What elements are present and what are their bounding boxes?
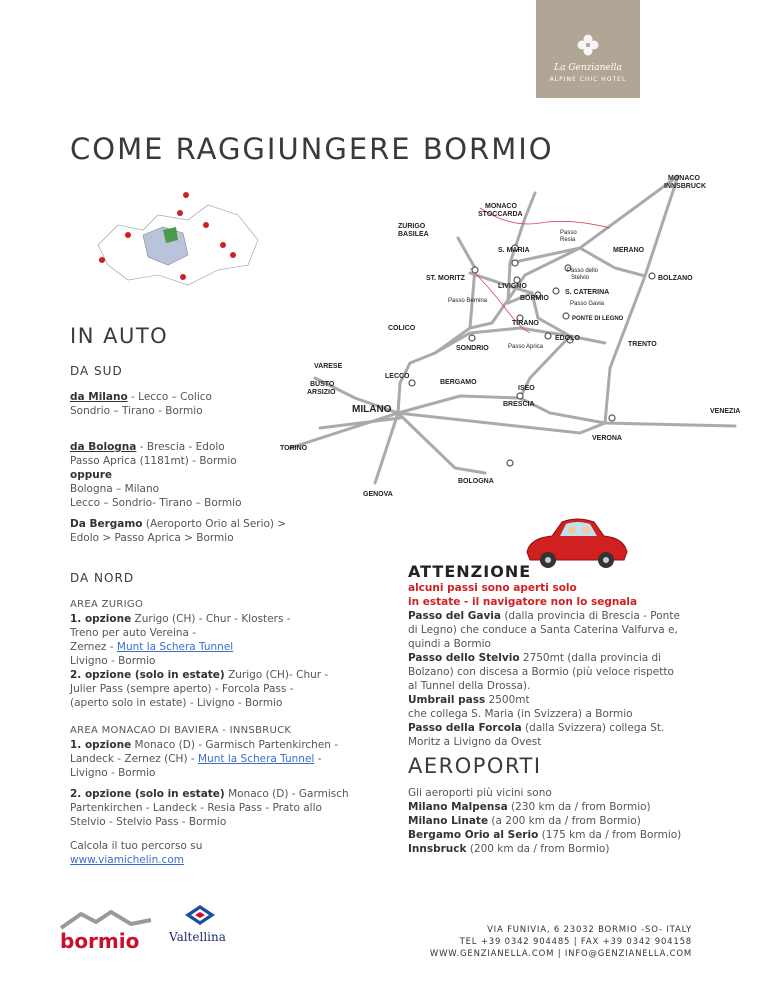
monaco-opt1: 1. opzione: [70, 739, 132, 751]
orio-dist: (175 km da / from Bormio): [538, 829, 682, 841]
svg-text:S. MARIA: S. MARIA: [498, 247, 530, 254]
da-nord-monaco-2: [70, 787, 390, 829]
da-sud-text: [70, 390, 310, 510]
svg-text:Resia: Resia: [560, 237, 576, 243]
gavia-l1: (dalla provincia di Brescia - Ponte: [501, 610, 680, 622]
da-nord-heading: DA NORD: [70, 571, 135, 585]
svg-text:BORMIO: BORMIO: [520, 295, 549, 302]
svg-text:MONACO: MONACO: [485, 203, 517, 210]
zurigo-opt1-l3: Zernez -: [70, 641, 117, 653]
passo-gavia: Passo del Gavia: [408, 610, 501, 622]
svg-text:Passo Gavia: Passo Gavia: [570, 301, 605, 307]
da-sud-l3: - Brescia - Edolo: [136, 441, 225, 453]
da-sud-l4: Passo Aprica (1181mt) - Bormio: [70, 455, 237, 467]
svg-text:BASILEA: BASILEA: [398, 231, 429, 238]
aeroporti-intro: Gli aeroporti più vicini sono: [408, 787, 552, 799]
area-monaco: AREA MONACAO DI BAVIERA - INNSBRUCK: [70, 725, 292, 736]
svg-text:Passo dello: Passo dello: [567, 268, 599, 274]
svg-text:INNSBRUCK: INNSBRUCK: [664, 183, 706, 190]
da-sud-heading: DA SUD: [70, 364, 123, 378]
svg-text:EDOLO: EDOLO: [555, 335, 580, 342]
footer-web: WWW.GENZIANELLA.COM | INFO@GENZIANELLA.COM: [429, 949, 692, 959]
monaco-opt2-l2: Partenkirchen - Landeck - Resia Pass - Prato allo: [70, 802, 322, 814]
stelvio-l2: Bolzano) con discesa a Bormio (più veloce rispetto: [408, 666, 674, 678]
innsbruck: Innsbruck: [408, 843, 467, 855]
svg-text:TORINO: TORINO: [280, 445, 308, 452]
da-nord-monaco: [70, 724, 390, 780]
zurigo-opt2-l3: (aperto solo in estate) - Livigno - Bormio: [70, 697, 283, 709]
svg-text:VERONA: VERONA: [592, 435, 622, 442]
da-bergamo-text: [70, 517, 390, 545]
svg-text:SONDRIO: SONDRIO: [456, 345, 489, 352]
monaco-opt1-l1: Monaco (D) - Garmisch Partenkirchen -: [131, 739, 339, 751]
attenzione-text: [408, 581, 718, 749]
calc-route: [70, 839, 390, 867]
malpensa-dist: (230 km da / from Bormio): [507, 801, 651, 813]
svg-text:MONACO: MONACO: [668, 175, 700, 182]
monaco-opt2-l3: Stelvio - Stelvio Pass - Bormio: [70, 816, 227, 828]
zurigo-opt1-l4: Livigno - Bormio: [70, 655, 156, 667]
attenzione-red-1: alcuni passi sono aperti solo: [408, 582, 577, 594]
area-zurigo: AREA ZURIGO: [70, 599, 144, 610]
svg-text:BOLOGNA: BOLOGNA: [458, 478, 494, 485]
svg-text:LECCO: LECCO: [385, 373, 410, 380]
passo-stelvio: Passo dello Stelvio: [408, 652, 520, 664]
umbrail-l2: che collega S. Maria (in Svizzera) a Bormio: [408, 708, 633, 720]
da-sud-l8: (Aeroporto Orio al Serio) >: [142, 518, 287, 530]
page-title: COME RAGGIUNGERE BORMIO: [70, 132, 554, 166]
stelvio-l3: al Tunnel della Drossa).: [408, 680, 531, 692]
linate: Milano Linate: [408, 815, 489, 827]
passo-forcola: Passo della Forcola: [408, 722, 522, 734]
svg-text:PONTE DI LEGNO: PONTE DI LEGNO: [572, 316, 624, 322]
linate-dist: (a 200 km da / from Bormio): [488, 815, 641, 827]
svg-text:COLICO: COLICO: [388, 325, 416, 332]
aeroporti-heading: AEROPORTI: [408, 754, 542, 778]
svg-text:VENEZIA: VENEZIA: [710, 408, 741, 415]
footer-contacts: [430, 924, 692, 960]
malpensa: Milano Malpensa: [408, 801, 508, 813]
zurigo-opt1: 1. opzione: [70, 613, 132, 625]
oppure: oppure: [70, 469, 113, 481]
da-nord-zurigo: [70, 598, 390, 710]
svg-text:LIVIGNO: LIVIGNO: [498, 283, 527, 290]
svg-text:BUSTO: BUSTO: [310, 381, 335, 388]
monaco-opt2: 2. opzione (solo in estate): [70, 788, 225, 800]
zurigo-opt2-l2: Julier Pass (sempre aperto) - Forcola Pass -: [70, 683, 294, 695]
da-milano: da Milano: [70, 391, 128, 403]
svg-text:MILANO: MILANO: [352, 404, 392, 415]
svg-text:BRESCIA: BRESCIA: [503, 401, 535, 408]
monaco-opt1-l3: Livigno - Bormio: [70, 767, 156, 779]
da-sud-l9: Edolo > Passo Aprica > Bormio: [70, 532, 234, 544]
viamichelin-link[interactable]: www.viamichelin.com: [70, 854, 184, 866]
svg-text:ARSIZIO: ARSIZIO: [307, 389, 336, 396]
attenzione-heading: ATTENZIONE: [408, 562, 532, 581]
da-sud-l6: Bologna – Milano: [70, 483, 160, 495]
forcola-l2: Moritz a Livigno da Ovest: [408, 736, 542, 748]
svg-text:ZURIGO: ZURIGO: [398, 223, 426, 230]
svg-text:ST. MORITZ: ST. MORITZ: [426, 275, 465, 282]
svg-text:TRENTO: TRENTO: [628, 341, 657, 348]
valtellina-logo: [165, 903, 235, 955]
svg-text:Passo Bernina: Passo Bernina: [448, 298, 488, 304]
da-sud-l7: Lecco – Sondrio- Tirano – Bormio: [70, 497, 242, 509]
umbrail-pass: Umbrail pass: [408, 694, 486, 706]
zurigo-opt2: 2. opzione (solo in estate): [70, 669, 225, 681]
umbrail-l1: 2500mt: [485, 694, 530, 706]
svg-text:STOCCARDA: STOCCARDA: [478, 211, 523, 218]
hotel-logo: [536, 0, 640, 98]
svg-text:Passo Aprica: Passo Aprica: [508, 344, 544, 350]
logo-script: La Genzianella: [554, 63, 622, 73]
svg-text:Passo: Passo: [560, 230, 577, 236]
svg-text:TIRANO: TIRANO: [512, 320, 539, 327]
monaco-opt1-l2-post: -: [314, 753, 322, 765]
da-sud-l2: Sondrio – Tirano - Bormio: [70, 405, 203, 417]
aeroporti-text: [408, 786, 728, 856]
svg-text:MERANO: MERANO: [613, 247, 645, 254]
footer-phone: TEL +39 0342 904485 | FAX +39 0342 904158: [459, 937, 692, 947]
monaco-opt1-l2: Landeck - Zernez (CH) -: [70, 753, 199, 765]
munt-la-schera-link[interactable]: Munt la Schera Tunnel: [116, 641, 234, 653]
calc-text: Calcola il tuo percorso su: [70, 840, 203, 852]
svg-text:BERGAMO: BERGAMO: [440, 379, 477, 386]
da-bologna: da Bologna: [70, 441, 137, 453]
svg-text:Stelvio: Stelvio: [571, 275, 590, 281]
inset-map: [88, 185, 268, 295]
bormio-logo: [56, 906, 156, 954]
da-bergamo: Da Bergamo: [70, 518, 143, 530]
footer-address: VIA FUNIVIA, 6 23032 BORMIO -SO- ITALY: [487, 925, 692, 935]
munt-la-schera-link-2[interactable]: Munt la Schera Tunnel: [198, 753, 315, 765]
innsbruck-dist: (200 km da / from Bormio): [466, 843, 610, 855]
svg-text:BOLZANO: BOLZANO: [658, 275, 693, 282]
monaco-opt2-l1: Monaco (D) - Garmisch: [224, 788, 349, 800]
bormio-logo-text: bormio: [60, 929, 140, 953]
in-auto-heading: IN AUTO: [70, 324, 169, 348]
route-map: [280, 168, 750, 508]
svg-text:ISEO: ISEO: [518, 385, 535, 392]
zurigo-opt1-l2: Treno per auto Vereina -: [70, 627, 197, 639]
orio-al-serio: Bergamo Orio al Serio: [408, 829, 539, 841]
svg-text:GENOVA: GENOVA: [363, 491, 393, 498]
forcola-l1: (dalla Svizzera) collega St.: [521, 722, 665, 734]
gavia-l2: di Legno) che conduce a Santa Caterina Valfurva e,: [408, 624, 678, 636]
attenzione-red-2: in estate - il navigatore non lo segnala: [408, 596, 638, 608]
flower-icon: [577, 34, 599, 56]
car-illustration: [522, 510, 632, 574]
gavia-l3: quindi a Bormio: [408, 638, 491, 650]
valtellina-logo-text: Valtellina: [169, 930, 226, 944]
da-sud-l1: - Lecco – Colico: [127, 391, 212, 403]
logo-subtitle: ALPINE CHIC HOTEL: [549, 76, 627, 83]
svg-text:S. CATERINA: S. CATERINA: [565, 289, 610, 296]
svg-text:VARESE: VARESE: [314, 363, 343, 370]
zurigo-opt1-l1: Zurigo (CH) - Chur - Klosters -: [131, 613, 291, 625]
stelvio-l1: 2750mt (dalla provincia di: [519, 652, 662, 664]
zurigo-opt2-l1: Zurigo (CH)- Chur -: [224, 669, 329, 681]
